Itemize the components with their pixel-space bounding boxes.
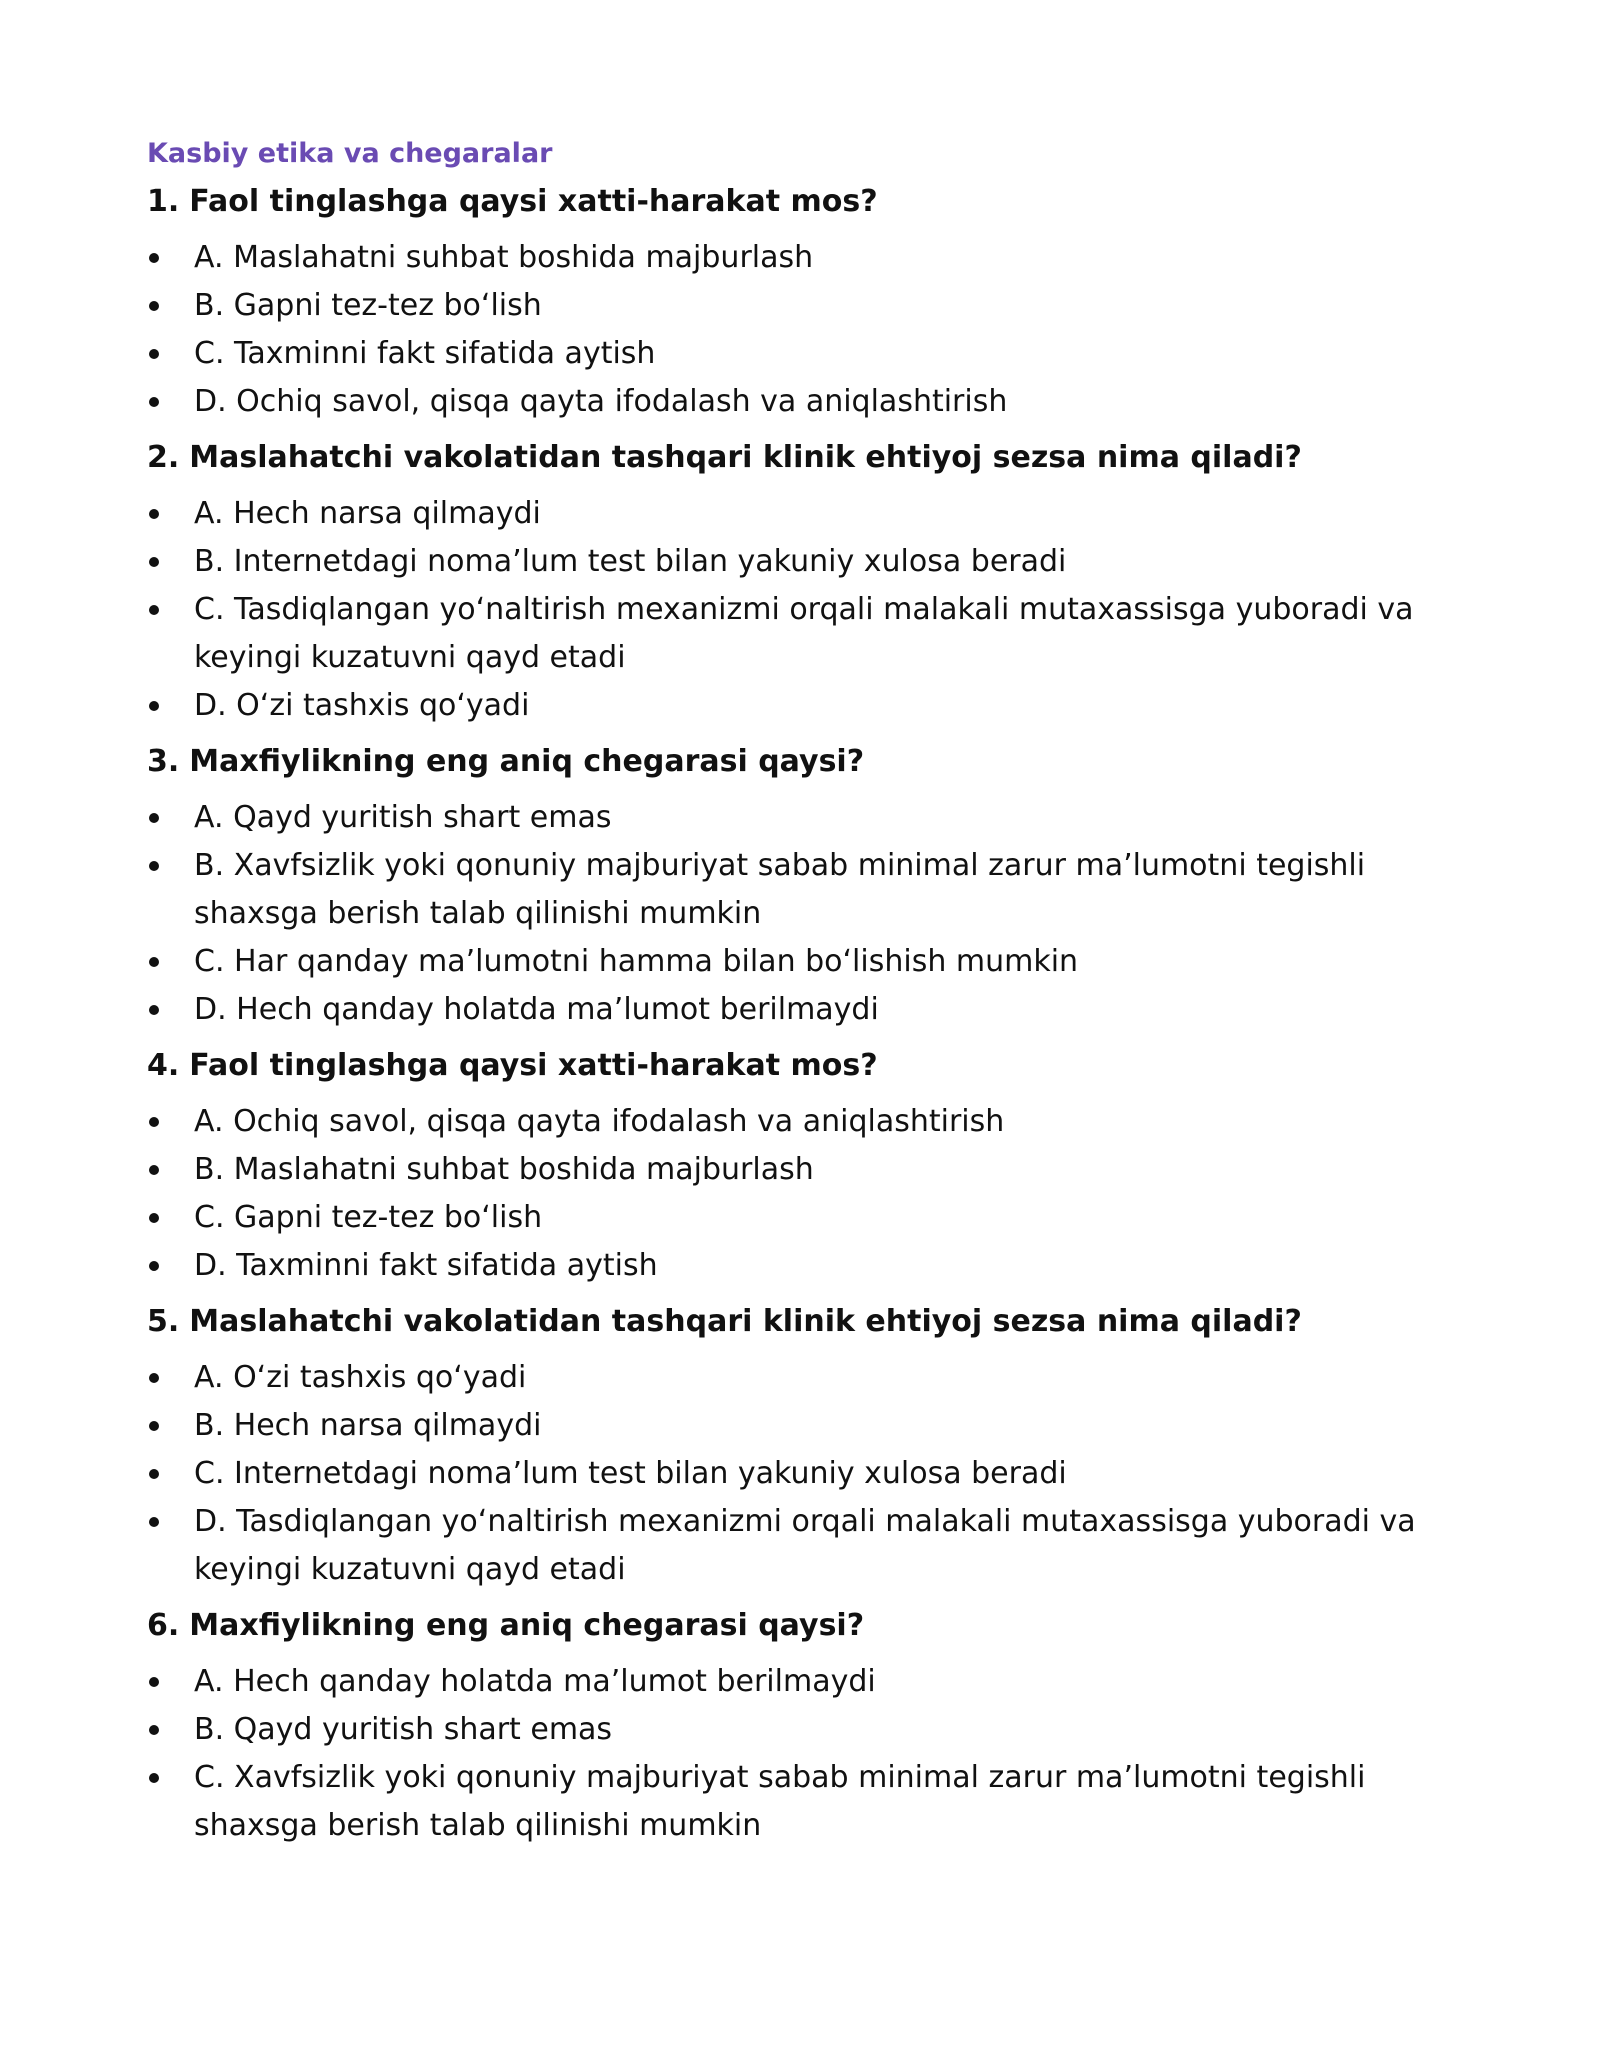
question-number: 2. <box>147 440 180 475</box>
option-item <box>147 1194 1450 1242</box>
option-item <box>147 1450 1450 1498</box>
bullet-icon <box>149 1005 159 1015</box>
question-6 <box>147 1606 1450 1850</box>
option-text: B. Hech narsa qilmaydi <box>194 1408 542 1443</box>
bullet-icon <box>149 957 159 967</box>
question-number: 1. <box>147 184 180 219</box>
option-item <box>147 1706 1450 1754</box>
option-text: B. Qayd yuritish shart emas <box>194 1712 613 1747</box>
option-text: D. Ochiq savol, qisqa qayta ifodalash va aniqlashtirish <box>194 384 1008 419</box>
question-number: 3. <box>147 744 180 779</box>
question-heading <box>147 1606 1450 1646</box>
question-text: Maslahatchi vakolatidan tashqari klinik ehtiyoj sezsa nima qiladi? <box>189 1304 1302 1339</box>
options-list <box>147 794 1450 1034</box>
bullet-icon <box>149 861 159 871</box>
question-2 <box>147 438 1450 730</box>
option-item <box>147 794 1450 842</box>
option-item <box>147 234 1450 282</box>
bullet-icon <box>149 509 159 519</box>
bullet-icon <box>149 1165 159 1175</box>
option-text: D. Hech qanday holatda ma’lumot berilmaydi <box>194 992 879 1027</box>
bullet-icon <box>149 1373 159 1383</box>
question-text: Maxfiylikning eng aniq chegarasi qaysi? <box>189 1608 865 1643</box>
option-text: A. Hech qanday holatda ma’lumot berilmaydi <box>194 1664 876 1699</box>
option-item <box>147 842 1450 938</box>
option-item <box>147 538 1450 586</box>
options-list <box>147 1354 1450 1594</box>
option-text: A. Maslahatni suhbat boshida majburlash <box>194 240 814 275</box>
option-text: A. Hech narsa qilmaydi <box>194 496 541 531</box>
question-text: Maslahatchi vakolatidan tashqari klinik ehtiyoj sezsa nima qiladi? <box>189 440 1302 475</box>
bullet-icon <box>149 1469 159 1479</box>
question-heading <box>147 1046 1450 1086</box>
option-item <box>147 490 1450 538</box>
bullet-icon <box>149 253 159 263</box>
bullet-icon <box>149 1773 159 1783</box>
bullet-icon <box>149 701 159 711</box>
options-list <box>147 490 1450 730</box>
bullet-icon <box>149 1725 159 1735</box>
bullet-icon <box>149 1421 159 1431</box>
bullet-icon <box>149 397 159 407</box>
option-item <box>147 1146 1450 1194</box>
option-text: C. Xavfsizlik yoki qonuniy majburiyat sabab minimal zarur ma’lumotni tegishli shaxsga berish talab qilinishi mumkin <box>194 1760 1366 1843</box>
option-item <box>147 330 1450 378</box>
bullet-icon <box>149 1677 159 1687</box>
option-item <box>147 938 1450 986</box>
bullet-icon <box>149 813 159 823</box>
option-item <box>147 586 1450 682</box>
bullet-icon <box>149 1517 159 1527</box>
option-item <box>147 1402 1450 1450</box>
question-5 <box>147 1302 1450 1594</box>
option-item <box>147 1354 1450 1402</box>
option-text: A. Qayd yuritish shart emas <box>194 800 612 835</box>
option-text: B. Xavfsizlik yoki qonuniy majburiyat sabab minimal zarur ma’lumotni tegishli shaxsga berish talab qilinishi mumkin <box>194 848 1366 931</box>
option-text: C. Internetdagi noma’lum test bilan yakuniy xulosa beradi <box>194 1456 1067 1491</box>
bullet-icon <box>149 349 159 359</box>
option-text: A. O‘zi tashxis qo‘yadi <box>194 1360 527 1395</box>
question-1 <box>147 182 1450 426</box>
question-heading <box>147 438 1450 478</box>
option-text: C. Har qanday ma’lumotni hamma bilan bo‘lishish mumkin <box>194 944 1079 979</box>
bullet-icon <box>149 301 159 311</box>
option-text: D. O‘zi tashxis qo‘yadi <box>194 688 530 723</box>
section-title: Kasbiy etika va chegaralar <box>147 138 553 169</box>
option-text: B. Maslahatni suhbat boshida majburlash <box>194 1152 814 1187</box>
question-heading <box>147 1302 1450 1342</box>
option-text: C. Taxminni fakt sifatida aytish <box>194 336 656 371</box>
question-4 <box>147 1046 1450 1290</box>
option-item <box>147 1242 1450 1290</box>
question-heading <box>147 742 1450 782</box>
bullet-icon <box>149 605 159 615</box>
option-text: A. Ochiq savol, qisqa qayta ifodalash va aniqlashtirish <box>194 1104 1005 1139</box>
question-text: Faol tinglashga qaysi xatti-harakat mos? <box>189 1048 878 1083</box>
bullet-icon <box>149 1213 159 1223</box>
options-list <box>147 1098 1450 1290</box>
bullet-icon <box>149 557 159 567</box>
option-item <box>147 1098 1450 1146</box>
option-text: D. Taxminni fakt sifatida aytish <box>194 1248 658 1283</box>
option-item <box>147 282 1450 330</box>
option-text: B. Gapni tez-tez bo‘lish <box>194 288 542 323</box>
question-3 <box>147 742 1450 1034</box>
bullet-icon <box>149 1117 159 1127</box>
question-text: Faol tinglashga qaysi xatti-harakat mos? <box>189 184 878 219</box>
option-item <box>147 378 1450 426</box>
bullet-icon <box>149 1261 159 1271</box>
option-item <box>147 1754 1450 1850</box>
option-item <box>147 986 1450 1034</box>
option-text: B. Internetdagi noma’lum test bilan yakuniy xulosa beradi <box>194 544 1067 579</box>
options-list <box>147 234 1450 426</box>
option-item <box>147 1658 1450 1706</box>
option-item <box>147 1498 1450 1594</box>
question-number: 6. <box>147 1608 180 1643</box>
question-text: Maxfiylikning eng aniq chegarasi qaysi? <box>189 744 865 779</box>
question-number: 4. <box>147 1048 180 1083</box>
option-text: C. Tasdiqlangan yo‘naltirish mexanizmi orqali malakali mutaxassisga yuboradi va keyingi kuzatuvni qayd etadi <box>194 592 1414 675</box>
option-item <box>147 682 1450 730</box>
option-text: C. Gapni tez-tez bo‘lish <box>194 1200 543 1235</box>
option-text: D. Tasdiqlangan yo‘naltirish mexanizmi orqali malakali mutaxassisga yuboradi va keyingi kuzatuvni qayd etadi <box>194 1504 1416 1587</box>
question-heading <box>147 182 1450 222</box>
question-number: 5. <box>147 1304 180 1339</box>
options-list <box>147 1658 1450 1850</box>
